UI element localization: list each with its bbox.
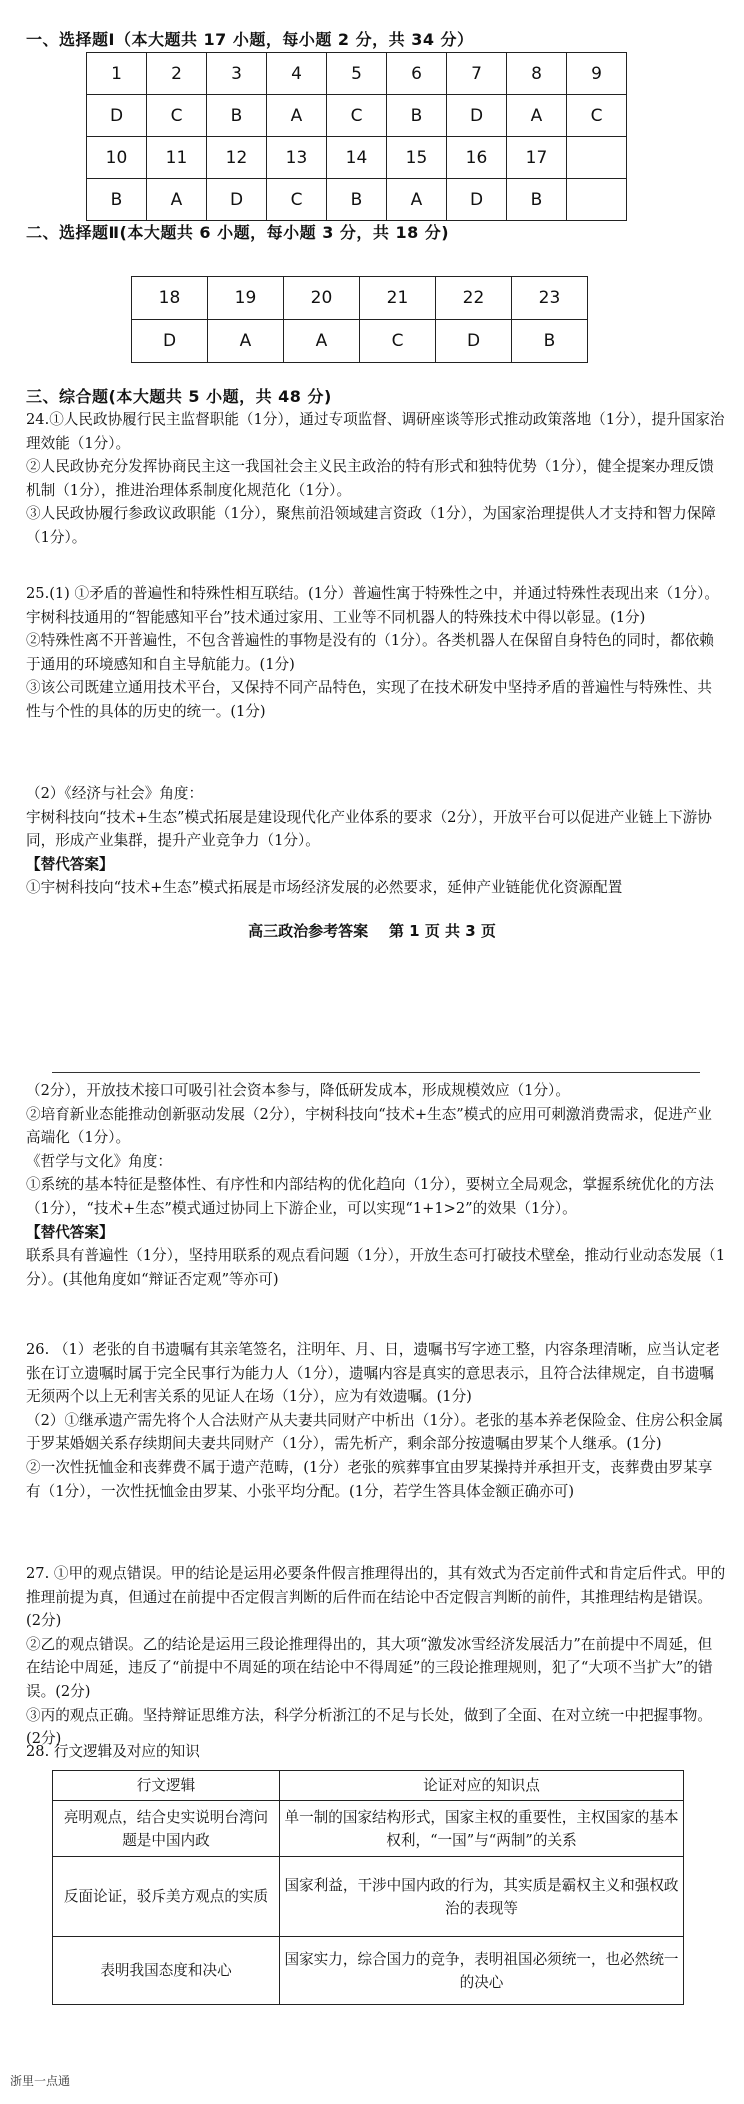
answer-cell: C [360, 320, 436, 363]
q27-point-3: ③丙的观点正确。坚持辩证思维方法，科学分析浙江的不足与长处，做到了全面、在对立统一中把握事物。(2分) [26, 1706, 712, 1748]
logic-cell: 表明我国态度和决心 [53, 1937, 280, 2005]
question-number: 18 [132, 277, 208, 320]
answer-cell: D [207, 179, 267, 221]
continued-line: ②培育新业态能推动创新驱动发展（2分），宇树科技向“技术+生态”模式的应用可刺激消费需求，促进产业高端化（1分）。 [26, 1105, 712, 1147]
answer-cell: C [327, 95, 387, 137]
question-number: 9 [567, 53, 627, 95]
answer-cell: D [447, 95, 507, 137]
q25-point-3: ③该公司既建立通用技术平台，又保持不同产品特色，实现了在技术研发中坚持矛盾的普遍性与特殊性、共性与个性的具体的历史的统一。(1分) [26, 679, 712, 720]
answer-cell: A [284, 320, 360, 363]
question-number: 16 [447, 137, 507, 179]
alt-answer-label: 【替代答案】 [26, 1223, 114, 1241]
question-number: 3 [207, 53, 267, 95]
q27-point-2: ②乙的观点错误。乙的结论是运用三段论推理得出的，其大项“激发冰雪经济发展活力”在前提中不周延，但在结论中周延，违反了“前提中不周延的项在结论中不得周延”的三段论推理规则，犯了“大项不当扩大”的错误。(2分) [26, 1635, 713, 1700]
watermark: 浙里一点通 [10, 2074, 71, 2088]
question-number: 5 [327, 53, 387, 95]
table-row [87, 179, 627, 221]
table-row [53, 1857, 684, 1937]
question-number: 8 [507, 53, 567, 95]
knowledge-cell: 单一制的国家结构形式，国家主权的重要性，主权国家的基本权利，“一国”与“两制”的关系 [280, 1801, 684, 1857]
answer-cell: C [147, 95, 207, 137]
q24-point-2: ②人民政协充分发挥协商民主这一我国社会主义民主政治的特有形式和独特优势（1分），健全提案办理反馈机制（1分），推进治理体系制度化规范化（1分）。 [26, 458, 714, 499]
q24-point-3: ③人民政协履行参政议政职能（1分），聚焦前沿领域建言资政（1分），为国家治理提供人才支持和智力保障（1分）。 [26, 505, 716, 546]
logic-cell: 反面论证，驳斥美方观点的实质 [53, 1857, 280, 1937]
question-number: 10 [87, 137, 147, 179]
table-row [87, 53, 627, 95]
answer-cell: C [267, 179, 327, 221]
q26-point-2: （2）①继承遗产需先将个人合法财产从夫妻共同财产中析出（1分）。老张的基本养老保险金、住房公积金属于罗某婚姻关系存续期间夫妻共同财产（1分），需先析产，剩余部分按遗嘱由罗某个人继承。(1分) [26, 1411, 724, 1453]
q28-title: 28. 行文逻辑及对应的知识 [26, 1743, 200, 1760]
q25-part1-answer [26, 582, 726, 724]
page-footer: 高三政治参考答案 第 1 页 共 3 页 [248, 922, 496, 940]
question-number: 19 [208, 277, 284, 320]
question-number: 21 [360, 277, 436, 320]
question-number: 12 [207, 137, 267, 179]
section1-answer-table [86, 52, 627, 221]
answer-cell: B [507, 179, 567, 221]
answer-cell: A [507, 95, 567, 137]
answer-cell: D [132, 320, 208, 363]
question-number: 2 [147, 53, 207, 95]
table-row [53, 1937, 684, 2005]
question-number: 1 [87, 53, 147, 95]
answer-cell [567, 179, 627, 221]
q25-continued [26, 1079, 726, 1291]
answer-cell: B [207, 95, 267, 137]
answer-cell: B [387, 95, 447, 137]
q27-answer [26, 1562, 726, 1751]
knowledge-cell: 国家利益，干涉中国内政的行为，其实质是霸权主义和强权政治的表现等 [280, 1857, 684, 1937]
knowledge-cell: 国家实力，综合国力的竞争，表明祖国必须统一，也必然统一的决心 [280, 1937, 684, 2005]
q25-point-2: ②特殊性离不开普遍性，不包含普遍性的事物是没有的（1分）。各类机器人在保留自身特色的同时，都依赖于通用的环境感知和自主导航能力。(1分) [26, 632, 714, 673]
section2-title: 二、选择题Ⅱ(本大题共 6 小题，每小题 3 分，共 18 分) [26, 223, 450, 242]
answer-cell: A [267, 95, 327, 137]
answer-cell: D [87, 95, 147, 137]
column-header: 行文逻辑 [53, 1771, 280, 1801]
question-number: 14 [327, 137, 387, 179]
table-header-row [53, 1771, 684, 1801]
page-divider [52, 1072, 700, 1073]
question-number: 7 [447, 53, 507, 95]
question-number: 20 [284, 277, 360, 320]
answer-cell: C [567, 95, 627, 137]
table-row [132, 277, 588, 320]
table-row [87, 95, 627, 137]
question-number: 23 [512, 277, 588, 320]
q25-part2-title: （2）《经济与社会》角度： [26, 785, 204, 802]
table-row [53, 1801, 684, 1857]
section2-answer-table [131, 276, 588, 363]
answer-cell: B [327, 179, 387, 221]
table-row [87, 137, 627, 179]
q25-point-1: 25.(1) ①矛盾的普遍性和特殊性相互联结。(1分）普遍性寓于特殊性之中，并通过特殊性表现出来（1分）。宇树科技通用的“智能感知平台”技术通过家用、工业等不同机器人的特殊技术中得以彰显。(1分) [26, 585, 720, 626]
answer-cell: B [87, 179, 147, 221]
alt-answer-label: 【替代答案】 [26, 855, 114, 873]
answer-cell: A [208, 320, 284, 363]
answer-cell: B [512, 320, 588, 363]
q26-point-1: 26. （1）老张的自书遗嘱有其亲笔签名，注明年、月、日，遗嘱书写字迹工整，内容条理清晰，应当认定老张在订立遗嘱时属于完全民事行为能力人（1分），遗嘱内容是真实的意思表示，且符合法律规定，自书遗嘱无须两个以上无利害关系的见证人在场（1分），应为有效遗嘱。(1分) [26, 1341, 720, 1406]
q24-point-1: 24.①人民政协履行民主监督职能（1分），通过专项监督、调研座谈等形式推动政策落地（1分），提升国家治理效能（1分）。 [26, 411, 725, 452]
q27-point-1: 27. ①甲的观点错误。甲的结论是运用必要条件假言推理得出的，其有效式为否定前件式和肯定后件式。甲的推理前提为真，但通过在前提中否定假言判断的后件而在结论中否定假言判断的前件，其推理结构是错误。(2分) [26, 1565, 726, 1630]
section1-title: 一、选择题Ⅰ（本大题共 17 小题，每小题 2 分，共 34 分） [26, 30, 474, 49]
philosophy-alt-answer: 联系具有普遍性（1分），坚持用联系的观点看问题（1分），开放生态可打破技术壁垒，推动行业动态发展（1分）。(其他角度如“辩证否定观”等亦可) [26, 1247, 726, 1288]
philosophy-text: ①系统的基本特征是整体性、有序性和内部结构的优化趋向（1分），要树立全局观念，掌握系统优化的方法（1分），“技术+生态”模式通过协同上下游企业，可以实现“1+1>2”的效果（1分）。 [26, 1176, 714, 1217]
q26-point-3: ②一次性抚恤金和丧葬费不属于遗产范畴，(1分）老张的殡葬事宜由罗某操持并承担开支，丧葬费由罗某享有（1分），一次性抚恤金由罗某、小张平均分配。(1分，若学生答具体金额正确亦可) [26, 1458, 713, 1500]
q26-answer [26, 1338, 726, 1503]
continued-line: （2分），开放技术接口可吸引社会资本参与，降低研发成本，形成规模效应（1分）。 [26, 1082, 570, 1099]
question-number: 15 [387, 137, 447, 179]
column-header: 论证对应的知识点 [280, 1771, 684, 1801]
table-row [132, 320, 588, 363]
q24-answer [26, 408, 726, 550]
question-number: 17 [507, 137, 567, 179]
logic-cell: 亮明观点，结合史实说明台湾问题是中国内政 [53, 1801, 280, 1857]
answer-cell: A [147, 179, 207, 221]
q25-alt-answer: ①宇树科技向“技术+生态”模式拓展是市场经济发展的必然要求，延伸产业链能优化资源配置 [26, 879, 623, 897]
question-number: 4 [267, 53, 327, 95]
question-number: 22 [436, 277, 512, 320]
q25-part2-text: 宇树科技向“技术+生态”模式拓展是建设现代化产业体系的要求（2分），开放平台可以促进产业链上下游协同，形成产业集群，提升产业竞争力（1分）。 [26, 808, 712, 850]
answer-cell: A [387, 179, 447, 221]
question-number: 13 [267, 137, 327, 179]
question-number: 11 [147, 137, 207, 179]
q28-logic-table [52, 1770, 684, 2005]
question-number: 6 [387, 53, 447, 95]
question-number [567, 137, 627, 179]
section3-title: 三、综合题(本大题共 5 小题，共 48 分) [26, 387, 332, 406]
answer-cell: D [436, 320, 512, 363]
answer-cell: D [447, 179, 507, 221]
philosophy-title: 《哲学与文化》角度： [26, 1152, 172, 1170]
q25-part2-answer [26, 782, 726, 900]
